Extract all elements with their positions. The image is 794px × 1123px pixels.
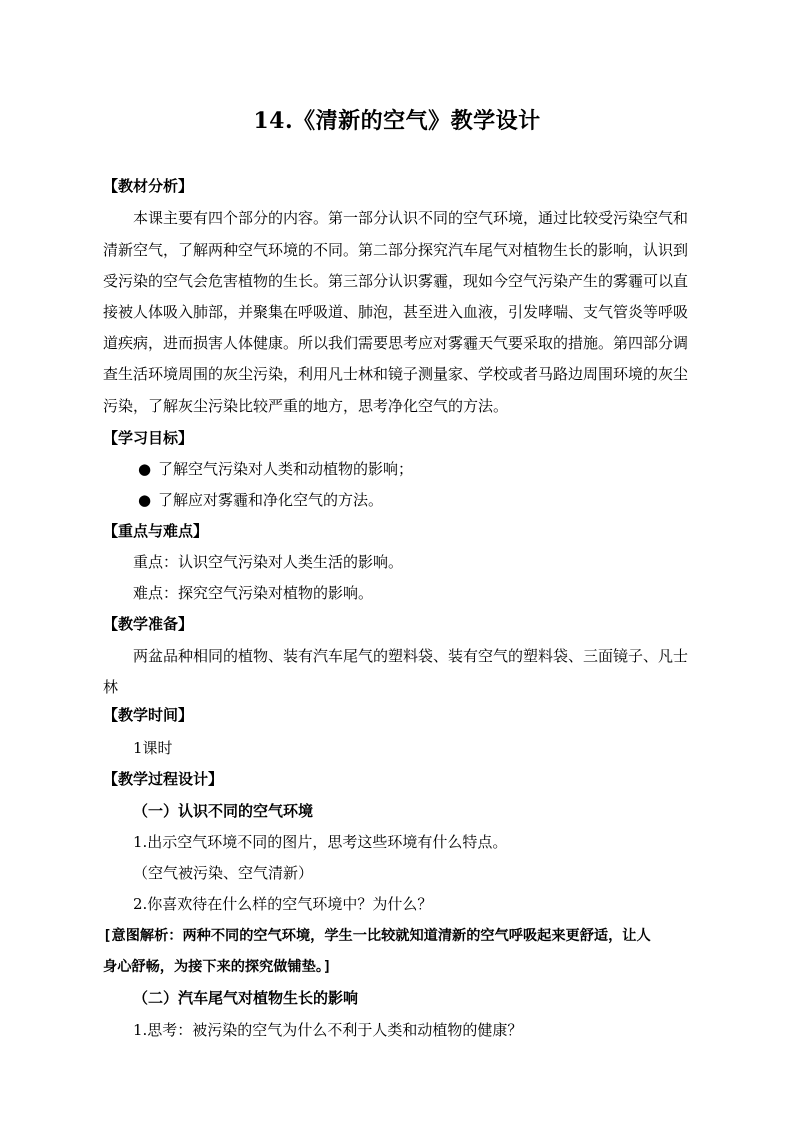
section-heading-time: 【教学时间】 bbox=[103, 706, 194, 724]
answer-line: （空气被污染、空气清新） bbox=[133, 864, 314, 882]
preparation-line: 林 bbox=[103, 678, 119, 696]
paragraph-line: 查生活环境周围的灰尘污染，利用凡士林和镜子测量家、学校或者马路边周围环境的灰尘 bbox=[103, 365, 689, 383]
bullet-icon: ● bbox=[138, 491, 152, 509]
design-note: 身心舒畅，为接下来的探究做铺垫。] bbox=[103, 959, 332, 975]
paragraph-line: 道疾病，进而损害人体健康。所以我们需要思考应对雾霾天气要采取的措施。第四部分调 bbox=[103, 334, 689, 352]
step-line: 2.你喜欢待在什么样的空气环境中？为什么？ bbox=[133, 895, 433, 913]
paragraph-line: 污染，了解灰尘污染比较严重的地方，思考净化空气的方法。 bbox=[103, 397, 509, 415]
list-item-text: 了解空气污染对人类和动植物的影响； bbox=[158, 460, 414, 478]
section-heading-analysis: 【教材分析】 bbox=[103, 177, 194, 195]
difficulty-line: 难点：探究空气污染对植物的影响。 bbox=[133, 584, 374, 602]
list-item bbox=[138, 490, 383, 510]
list-item bbox=[138, 459, 413, 479]
design-note: [意图解析：两种不同的空气环境，学生一比较就知道清新的空气呼吸起来更舒适，让人 bbox=[103, 928, 651, 944]
step-line: 1.出示空气环境不同的图片，思考这些环境有什么特点。 bbox=[133, 833, 508, 851]
document-title: 14.《清新的空气》教学设计 bbox=[253, 108, 541, 134]
section-heading-preparation: 【教学准备】 bbox=[103, 615, 194, 633]
paragraph-line: 清新空气，了解两种空气环境的不同。第二部分探究汽车尾气对植物生长的影响，认识到 bbox=[103, 241, 689, 259]
subsection-title: （一）认识不同的空气环境 bbox=[133, 802, 314, 820]
bullet-icon: ● bbox=[138, 460, 152, 478]
time-value: 1课时 bbox=[133, 739, 173, 757]
paragraph-line: 接被人体吸入肺部，并聚集在呼吸道、肺泡，甚至进入血液，引发哮喘、支气管炎等呼吸 bbox=[103, 303, 689, 321]
paragraph-line: 受污染的空气会危害植物的生长。第三部分认识雾霾，现如今空气污染产生的雾霾可以直 bbox=[103, 272, 689, 290]
preparation-line: 两盆品种相同的植物、装有汽车尾气的塑料袋、装有空气的塑料袋、三面镜子、凡士 bbox=[133, 647, 689, 665]
focus-line: 重点：认识空气污染对人类生活的影响。 bbox=[133, 553, 404, 571]
step-line: 1.思考：被污染的空气为什么不利于人类和动植物的健康？ bbox=[133, 1021, 523, 1039]
section-heading-process: 【教学过程设计】 bbox=[103, 770, 224, 788]
subsection-title: （二）汽车尾气对植物生长的影响 bbox=[133, 989, 359, 1007]
section-heading-goals: 【学习目标】 bbox=[103, 429, 194, 447]
section-heading-key-points: 【重点与难点】 bbox=[103, 522, 209, 540]
paragraph-line: 本课主要有四个部分的内容。第一部分认识不同的空气环境，通过比较受污染空气和 bbox=[133, 209, 689, 227]
list-item-text: 了解应对雾霾和净化空气的方法。 bbox=[158, 491, 384, 509]
